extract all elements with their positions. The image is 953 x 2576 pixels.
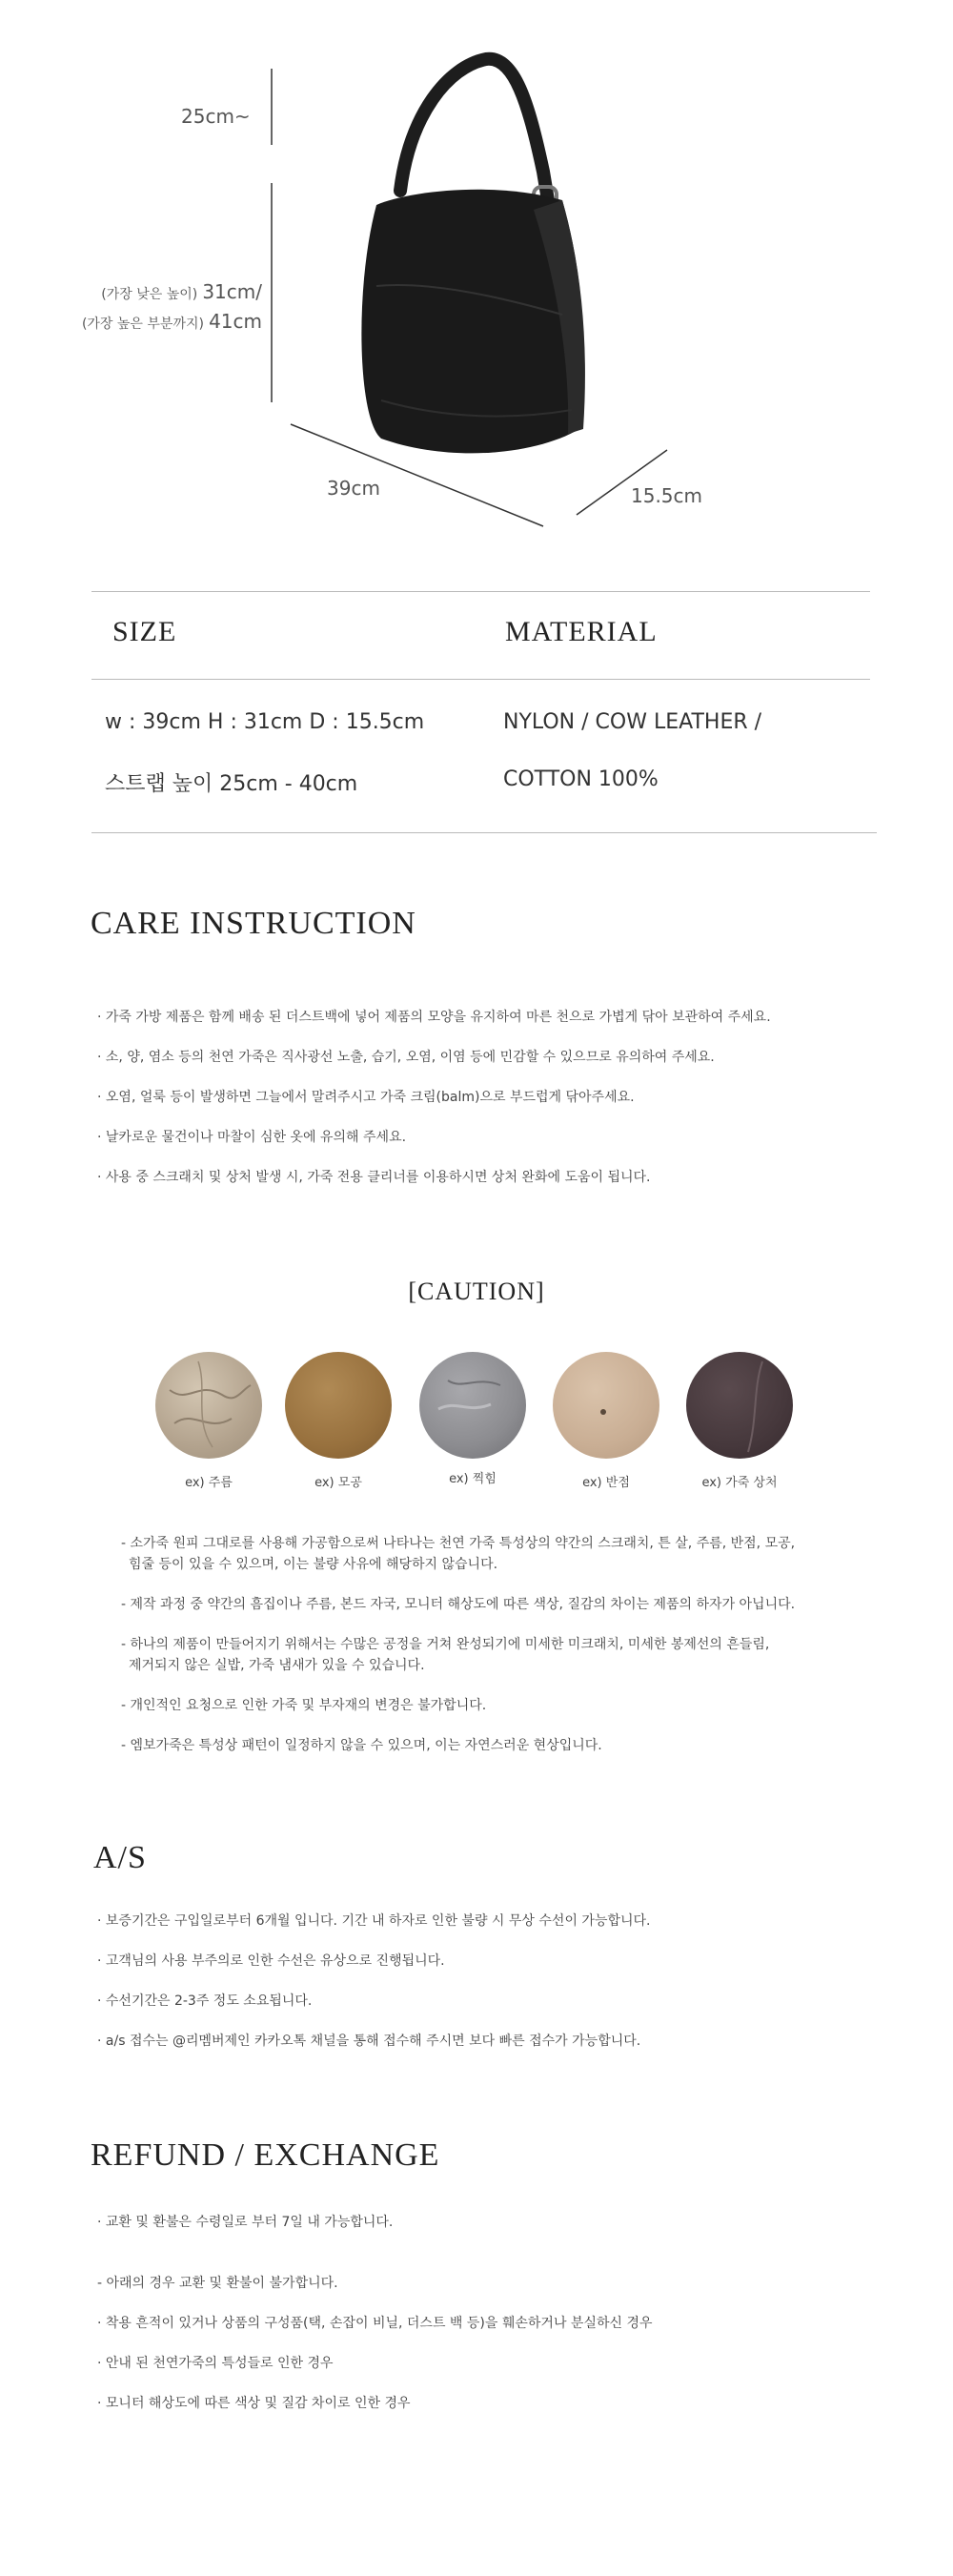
- size-dimensions: w : 39cm H : 31cm D : 15.5cm: [105, 710, 425, 734]
- care-item: · 소, 양, 염소 등의 천연 가죽은 직사광선 노출, 습기, 오염, 이염 등에 민감할 수 있으므로 유의하여 주세요.: [97, 1050, 715, 1065]
- as-item: · 보증기간은 구입일로부터 6개월 입니다. 기간 내 하자로 인한 불량 시 무상 수선이 가능합니다.: [97, 1913, 651, 1929]
- care-item: · 가죽 가방 제품은 함께 배송 된 더스트백에 넣어 제품의 모양을 유지하여 마른 천으로 가볍게 닦아 보관하여 주세요.: [97, 1010, 771, 1025]
- caution-item: - 소가죽 원피 그대로를 사용해 가공함으로써 나타나는 천연 가죽 특성상의 약간의 스크래치, 튼 살, 주름, 반점, 모공,: [121, 1536, 796, 1551]
- care-item: · 오염, 얼룩 등이 발생하면 그늘에서 말려주시고 가죽 크림(balm)으로 부드럽게 닦아주세요.: [97, 1090, 635, 1105]
- refund-item: · 안내 된 천연가죽의 특성들로 인한 경우: [97, 2356, 334, 2371]
- depth-label: 15.5cm: [631, 484, 703, 507]
- caution-item: 제거되지 않은 실밥, 가죽 냄새가 있을 수 있습니다.: [129, 1658, 425, 1673]
- strap-height-label: 25cm~: [181, 105, 251, 128]
- swatch-label-dent: ex) 찍힘: [449, 1472, 497, 1486]
- swatch-label-wrinkle: ex) 주름: [185, 1476, 233, 1490]
- care-instruction-title: CARE INSTRUCTION: [91, 906, 416, 941]
- caution-item: - 하나의 제품이 만들어지기 위해서는 수많은 공정을 거쳐 완성되기에 미세한 미크래치, 미세한 봉제선의 흔들림,: [121, 1637, 770, 1652]
- height-low-note: (가장 낮은 높이): [101, 287, 198, 302]
- leather-pore-swatch: [285, 1352, 392, 1459]
- size-heading: SIZE: [112, 616, 177, 647]
- caution-item: 힘줄 등이 있을 수 있으며, 이는 불량 사유에 해당하지 않습니다.: [129, 1557, 498, 1572]
- height-high-note: (가장 높은 부분까지): [81, 317, 204, 332]
- caution-item: - 엠보가죽은 특성상 패턴이 일정하지 않을 수 있으며, 이는 자연스러운 현상입니다.: [121, 1738, 602, 1753]
- swatch-label-scar: ex) 가죽 상처: [701, 1476, 778, 1490]
- leather-dent-swatch: [419, 1352, 526, 1459]
- spec-table-top-rule: [91, 591, 870, 592]
- material-line-2: COTTON 100%: [503, 767, 659, 791]
- as-item: · a/s 접수는 @리멤버제인 카카오톡 채널을 통해 접수해 주시면 보다 빠른 접수가 가능합니다.: [97, 2034, 641, 2049]
- leather-spot-swatch: [553, 1352, 659, 1459]
- body-height-label: [48, 278, 262, 337]
- height-low-value: 31cm/: [202, 280, 262, 303]
- width-label: 39cm: [327, 477, 380, 500]
- care-item: · 날카로운 물건이나 마찰이 심한 옷에 유의해 주세요.: [97, 1130, 407, 1145]
- material-heading: MATERIAL: [505, 616, 658, 647]
- refund-exchange-title: REFUND / EXCHANGE: [91, 2137, 440, 2173]
- refund-item: · 착용 흔적이 있거나 상품의 구성품(택, 손잡이 비닐, 더스트 백 등)을 훼손하거나 분실하신 경우: [97, 2316, 653, 2331]
- spec-table-bottom-rule: [91, 832, 877, 833]
- leather-wrinkle-swatch: [155, 1352, 262, 1459]
- refund-item: · 모니터 해상도에 따른 색상 및 질감 차이로 인한 경우: [97, 2396, 411, 2411]
- strap-height-range: 스트랩 높이 25cm - 40cm: [105, 772, 358, 796]
- product-dimension-diagram: [0, 0, 953, 534]
- caution-item: - 제작 과정 중 약간의 흠집이나 주름, 본드 자국, 모니터 해상도에 따른 색상, 질감의 차이는 제품의 하자가 아닙니다.: [121, 1597, 796, 1612]
- swatch-label-pore: ex) 모공: [314, 1476, 362, 1490]
- caution-item: - 개인적인 요청으로 인한 가죽 및 부자재의 변경은 불가합니다.: [121, 1698, 487, 1713]
- refund-item: - 아래의 경우 교환 및 환불이 불가합니다.: [97, 2276, 338, 2291]
- as-item: · 고객님의 사용 부주의로 인한 수선은 유상으로 진행됩니다.: [97, 1953, 445, 1969]
- bag-illustration: [0, 0, 953, 534]
- refund-item: · 교환 및 환불은 수령일로 부터 7일 내 가능합니다.: [97, 2215, 394, 2230]
- swatch-label-spot: ex) 반점: [582, 1476, 630, 1490]
- material-line-1: NYLON / COW LEATHER /: [503, 710, 762, 734]
- height-high-value: 41cm: [209, 310, 262, 333]
- leather-scar-swatch: [686, 1352, 793, 1459]
- as-title: A/S: [93, 1840, 147, 1875]
- spec-table-header-rule: [91, 679, 870, 680]
- caution-title: [CAUTION]: [408, 1278, 545, 1305]
- as-item: · 수선기간은 2-3주 정도 소요됩니다.: [97, 1993, 313, 2009]
- care-item: · 사용 중 스크래치 및 상처 발생 시, 가죽 전용 클리너를 이용하시면 상처 완화에 도움이 됩니다.: [97, 1170, 651, 1185]
